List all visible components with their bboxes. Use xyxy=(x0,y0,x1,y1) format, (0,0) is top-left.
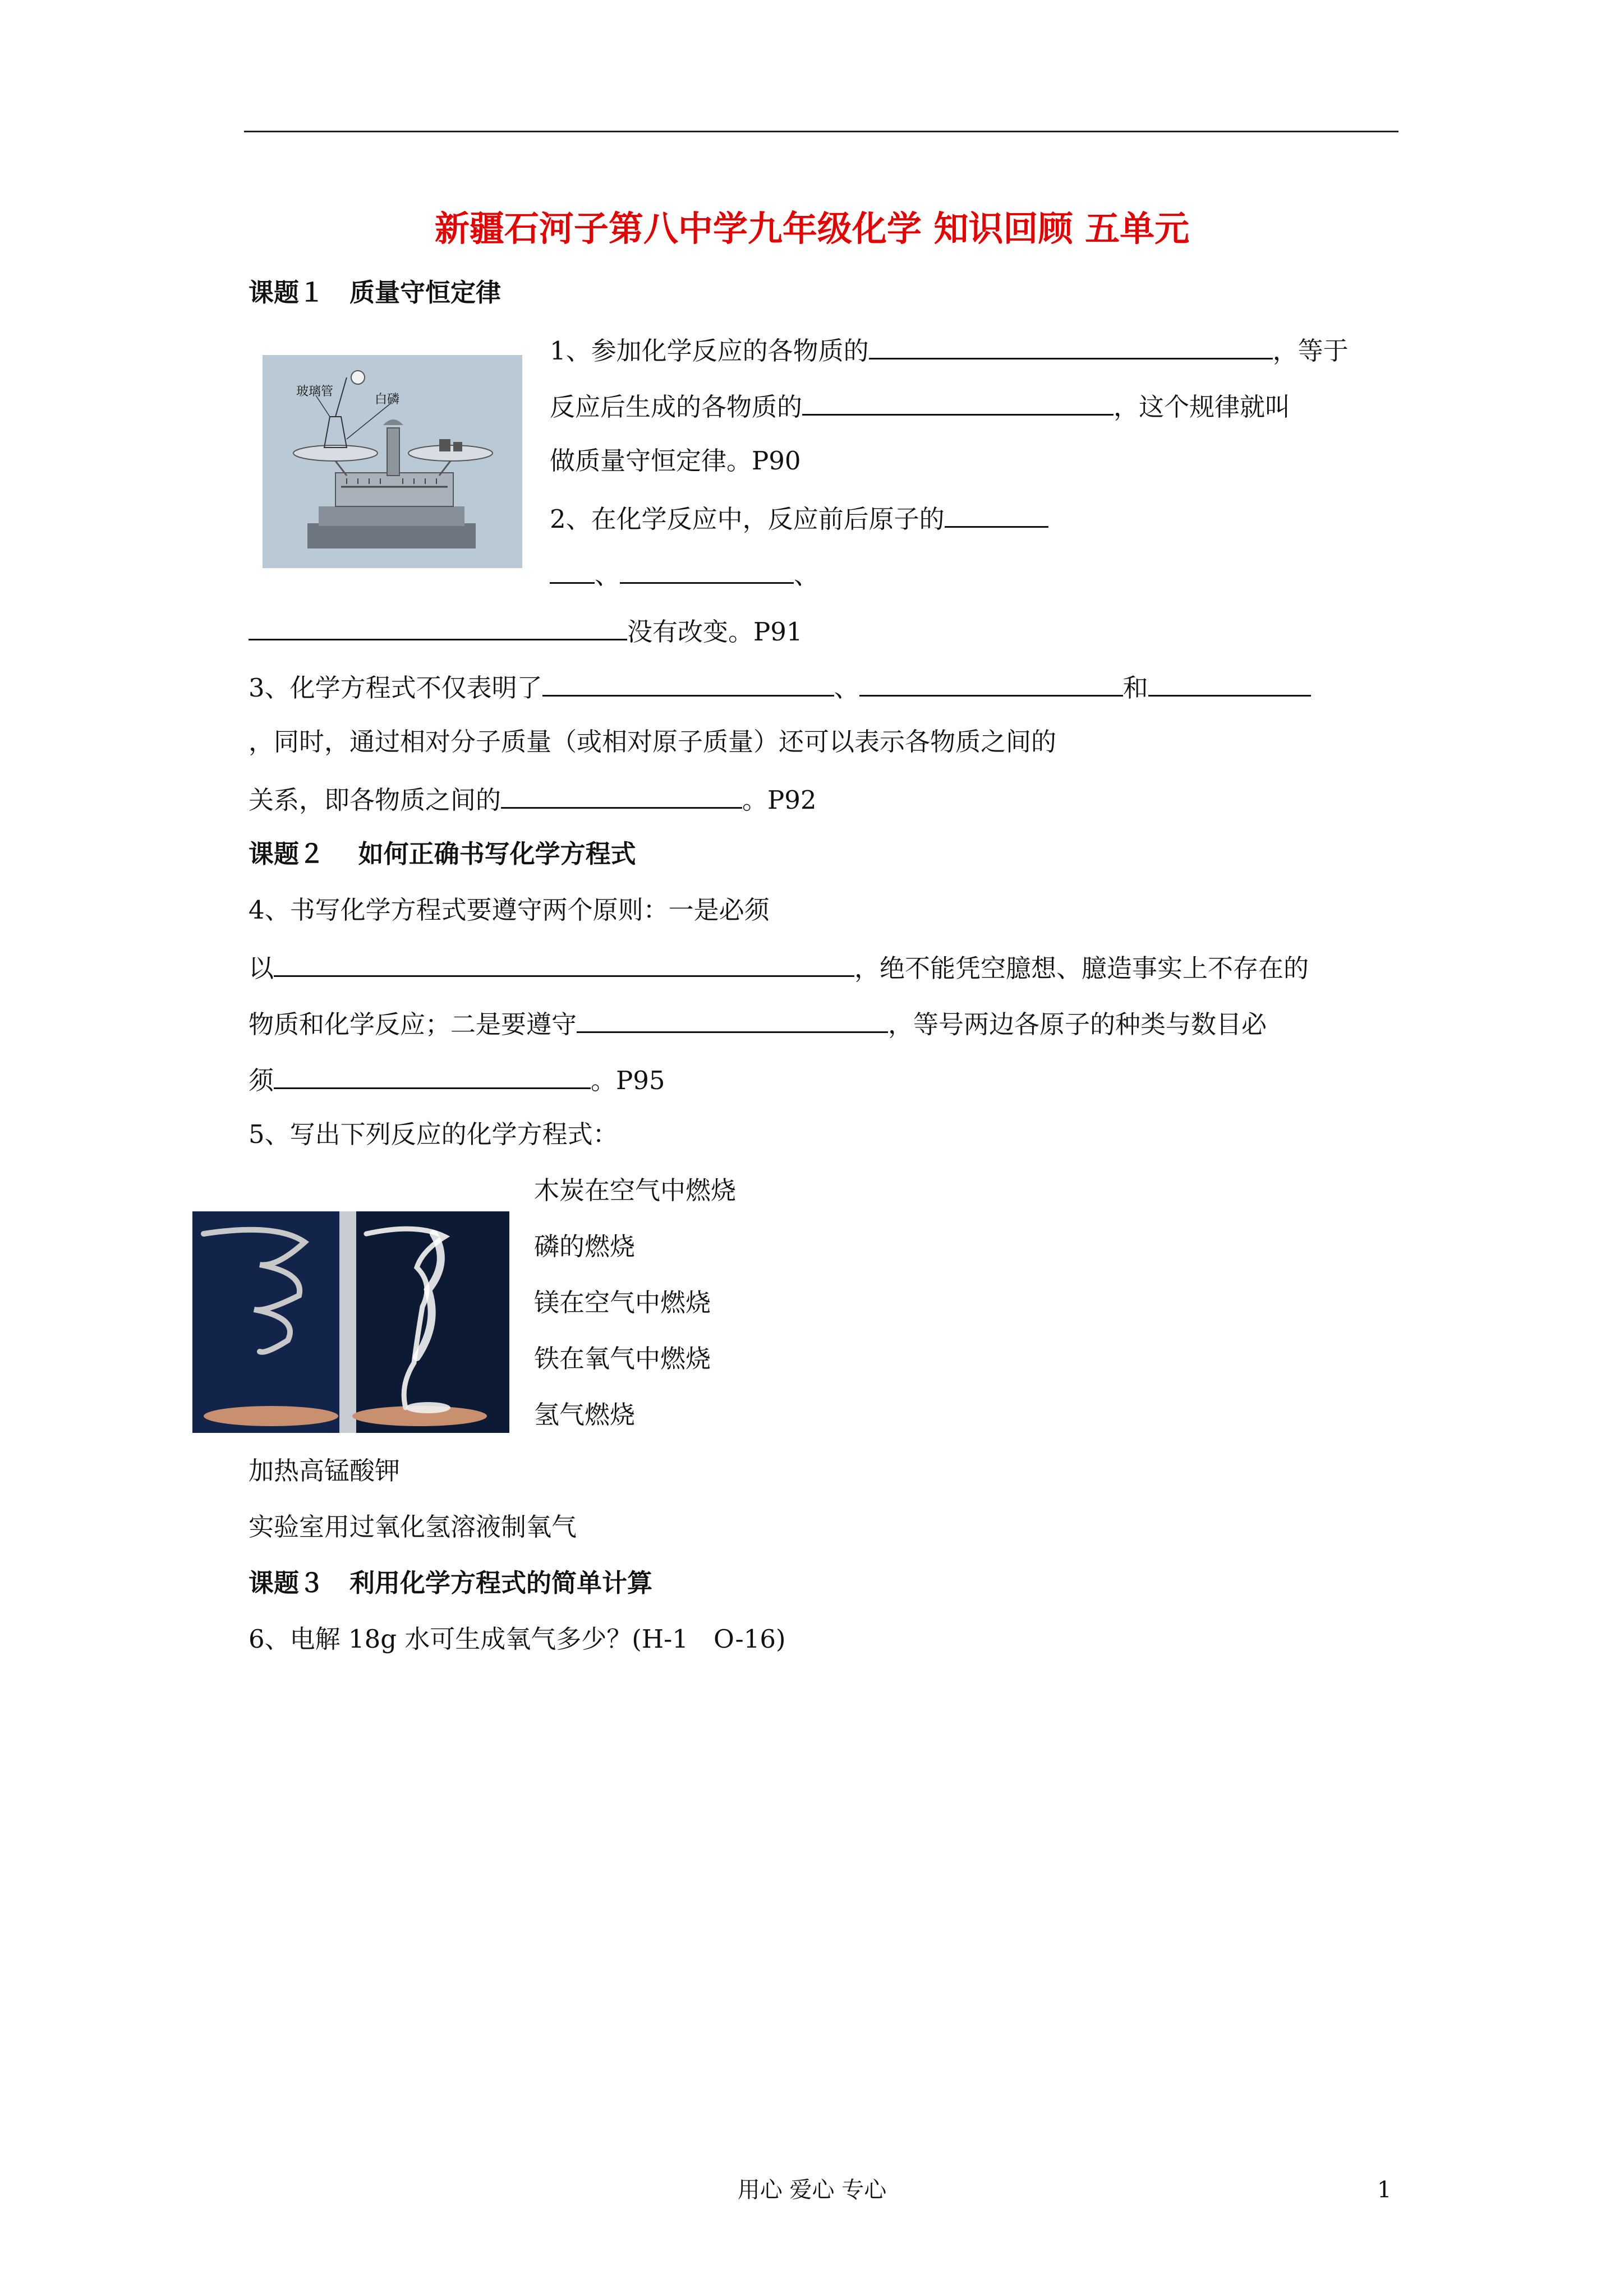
q3-blank-3[interactable] xyxy=(1148,669,1311,697)
q1-line1 xyxy=(550,332,1349,368)
q4-line4 xyxy=(249,1062,665,1098)
section-heading-2: 课题２ 如何正确书写化学方程式 xyxy=(249,839,636,869)
q2-sep-1: 、 xyxy=(595,560,620,590)
q5-prompt: 5、写出下列反应的化学方程式： xyxy=(249,1119,618,1149)
q1-text-d: ，这个规律就叫 xyxy=(1114,392,1291,422)
q1-blank-2[interactable] xyxy=(802,388,1114,416)
q2-blank-1[interactable] xyxy=(945,500,1048,528)
q2-blank-2[interactable] xyxy=(620,556,794,584)
q2-sep-2: 、 xyxy=(794,560,820,590)
q4-text-e: ，等号两边各原子的种类与数目必 xyxy=(888,1009,1267,1039)
q4-line1: 4、书写化学方程式要遵守两个原则：一是必须 xyxy=(249,895,770,925)
q6-text: 6、电解 18g 水可生成氧气多少？(H-1 O-16) xyxy=(249,1624,786,1654)
q4-text-g: 。P95 xyxy=(591,1066,665,1095)
reaction-item: 镁在空气中燃烧 xyxy=(534,1288,711,1317)
q4-text-d: 物质和化学反应；二是要遵守 xyxy=(249,1009,577,1039)
q3-and: 和 xyxy=(1122,673,1148,703)
q2-text-end: 没有改变。P91 xyxy=(627,617,803,647)
q1-text-b: ，等于 xyxy=(1272,336,1349,366)
q1-line2 xyxy=(550,388,1290,424)
footer-motto: 用心 爱心 专心 xyxy=(737,2177,887,2203)
page-title: 新疆石河子第八中学九年级化学 知识回顾 五单元 xyxy=(434,208,1190,249)
q4-text-f: 须 xyxy=(249,1066,274,1095)
label-white-phosphorus: 白磷 xyxy=(375,393,400,407)
q2-text-a: 2、在化学反应中，反应前后原子的 xyxy=(550,504,945,534)
label-glass-tube: 玻璃管 xyxy=(296,385,334,399)
page-number: 1 xyxy=(1377,2177,1392,2203)
q2-line3 xyxy=(249,613,803,649)
reaction-item: 磷的燃烧 xyxy=(534,1232,636,1261)
q3-sep: 、 xyxy=(834,673,859,703)
q4-line3 xyxy=(249,1006,1267,1041)
q2-blank-3[interactable] xyxy=(249,613,627,640)
q1-text-a: 1、参加化学反应的各物质的 xyxy=(550,336,869,366)
q4-text-b: 以 xyxy=(249,953,274,983)
q3-line3 xyxy=(249,781,817,817)
reaction-item: 木炭在空气中燃烧 xyxy=(534,1175,737,1205)
reaction-item: 氢气燃烧 xyxy=(534,1400,636,1430)
section-heading-3: 课题３ 利用化学方程式的简单计算 xyxy=(249,1568,653,1598)
q3-text-d: 。P92 xyxy=(742,785,817,815)
q3-text-c: 关系，即各物质之间的 xyxy=(249,785,502,815)
q4-text-c: ，绝不能凭空臆想、臆造事实上不存在的 xyxy=(854,953,1309,983)
q2-blank-1b[interactable] xyxy=(550,556,595,584)
q1-blank-1[interactable] xyxy=(869,332,1273,359)
q4-blank-1[interactable] xyxy=(274,949,854,977)
q1-line3: 做质量守恒定律。P90 xyxy=(550,446,801,476)
q3-blank-4[interactable] xyxy=(501,781,742,809)
reaction-item: 铁在氧气中燃烧 xyxy=(534,1344,711,1373)
q4-blank-3[interactable] xyxy=(274,1062,591,1089)
reaction-item: 实验室用过氧化氢溶液制氧气 xyxy=(249,1512,577,1542)
q1-text-c: 反应后生成的各物质的 xyxy=(550,392,803,422)
q3-line2: ，同时，通过相对分子质量（或相对原子质量）还可以表示各物质之间的 xyxy=(249,727,1057,757)
q2-line1 xyxy=(550,500,1048,536)
reaction-item: 加热高锰酸钾 xyxy=(249,1456,401,1486)
header-rule xyxy=(244,131,1398,132)
q3-text-a: 3、化学方程式不仅表明了 xyxy=(249,673,542,703)
q3-blank-1[interactable] xyxy=(542,669,834,697)
q4-blank-2[interactable] xyxy=(577,1006,888,1033)
section-heading-1: 课题１ 质量守恒定律 xyxy=(249,278,502,307)
q3-line1 xyxy=(249,669,1311,705)
balance-figure xyxy=(263,355,522,568)
magnesium-spiral-photo xyxy=(192,1211,509,1433)
q2-line2 xyxy=(550,556,819,592)
q4-line2 xyxy=(249,949,1309,985)
q3-blank-2[interactable] xyxy=(859,669,1123,697)
